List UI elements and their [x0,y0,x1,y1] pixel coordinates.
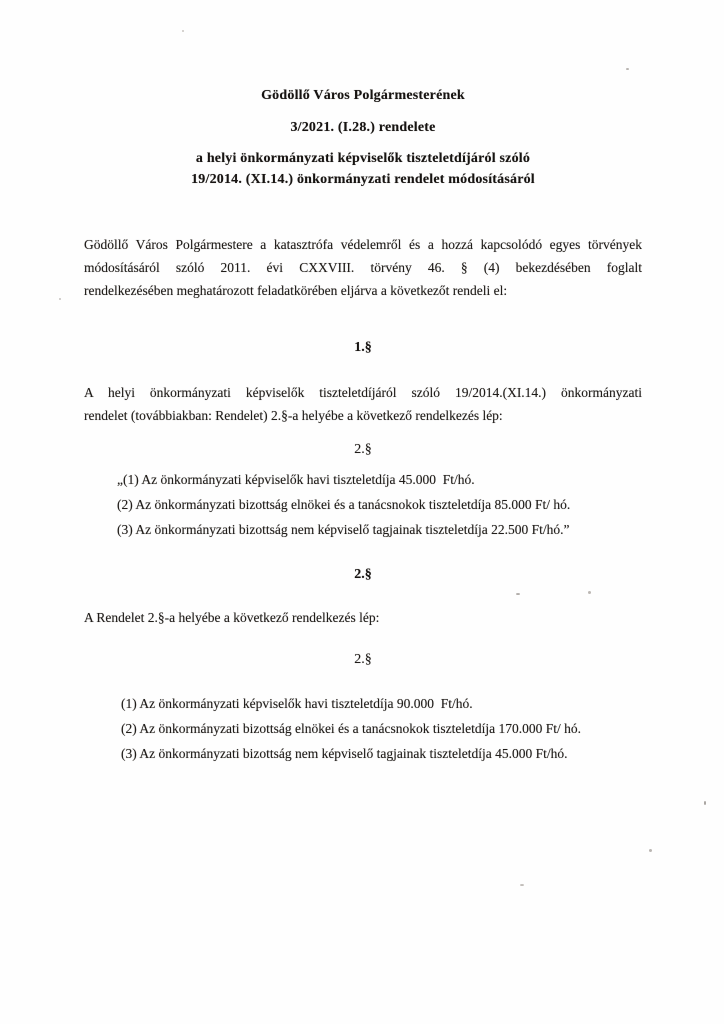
document-title-issuer: Gödöllő Város Polgármesterének [261,88,465,103]
quote-list-item: (3) Az önkormányzati bizottság nem képviselő tagjainak tiszteletdíja 45.000 Ft/hó. [121,746,568,761]
quote-list-item: „(1) Az önkormányzati képviselők havi tiszteletdíja 45.000 Ft/hó. [117,472,475,487]
document-title-decree-number: 3/2021. (I.28.) rendelete [290,120,436,135]
document-title-subject-line-1: a helyi önkormányzati képviselők tiszteletdíjáról szóló [195,151,531,166]
quote-list-item: (2) Az önkormányzati bizottság elnökei és a tanácsnokok tiszteletdíja 170.000 Ft/ hó. [121,721,582,736]
section-2-quote-heading: 2.§ [354,652,372,667]
section-2-heading: 2.§ [354,567,372,582]
scan-speckle [520,884,524,886]
scan-speckle [649,849,652,852]
section-1-heading: 1.§ [354,340,372,355]
scan-speckle [588,591,591,594]
preamble-line-1: Gödöllő Város Polgármestere a katasztrófa védelemről és a hozzá kapcsolódó egyes törvények [84,237,642,252]
section-1-paragraph-line-1: A helyi önkormányzati képviselők tiszteletdíjáról szóló 19/2014.(XI.14.) önkormányzati [84,385,642,400]
scan-speckle [59,298,61,300]
section-1-paragraph-line-2: rendelet (továbbiakban: Rendelet) 2.§-a helyébe a következő rendelkezés lép: [84,408,503,423]
quote-list-item: (1) Az önkormányzati képviselők havi tiszteletdíja 90.000 Ft/hó. [121,696,473,711]
section-2-paragraph: A Rendelet 2.§-a helyébe a következő rendelkezés lép: [84,610,380,625]
scan-speckle [704,801,706,805]
quote-list-item: (2) Az önkormányzati bizottság elnökei és a tanácsnokok tiszteletdíja 85.000 Ft/ hó. [117,497,571,512]
document-title-subject-line-2: 19/2014. (XI.14.) önkormányzati rendelet módosításáról [191,172,535,187]
scan-speckle [182,30,184,32]
quote-list-item: (3) Az önkormányzati bizottság nem képviselő tagjainak tiszteletdíja 22.500 Ft/hó.” [117,522,570,537]
section-1-quote-heading: 2.§ [354,442,372,457]
preamble-line-3: rendelkezésében meghatározott feladatkörében eljárva a következőt rendeli el: [84,283,508,298]
scan-speckle [516,593,520,595]
preamble-line-2: módosításáról szóló 2011. évi CXXVIII. törvény 46. § (4) bekezdésében foglalt [84,260,642,275]
scan-speckle [626,68,629,70]
